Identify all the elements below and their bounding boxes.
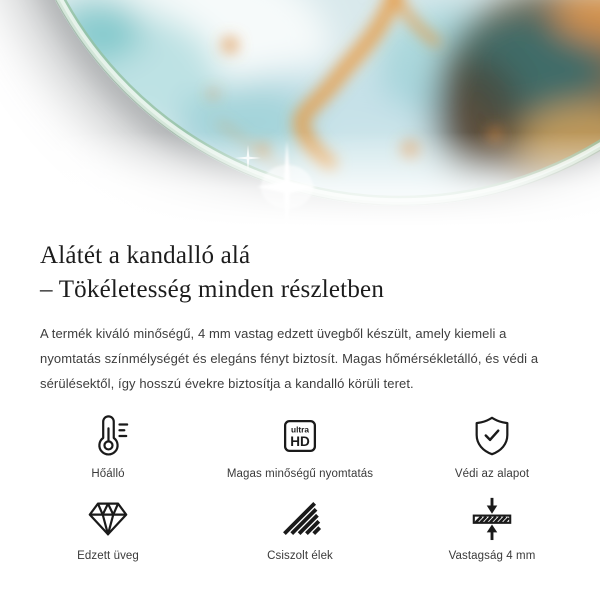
features-grid	[0, 414, 600, 562]
shield-check-icon	[469, 413, 515, 459]
feature-polished-edges	[204, 496, 396, 562]
thickness-icon	[469, 495, 515, 541]
page-title	[40, 236, 560, 307]
page-title-line1: Alátét a kandalló alá	[40, 242, 251, 269]
polished-edges-icon	[278, 496, 322, 540]
thermometer-icon	[85, 413, 131, 459]
product-info-section	[0, 236, 600, 396]
feature-label: Csiszolt élek	[267, 550, 333, 562]
feature-ultra-hd-print	[204, 414, 396, 480]
image-bottom-fade	[0, 0, 600, 236]
feature-label: Vastagság 4 mm	[448, 550, 536, 562]
feature-protects-base	[396, 414, 588, 480]
feature-label: Magas minőségű nyomtatás	[226, 468, 374, 480]
page-title-line2: – Tökéletesség minden részletben	[40, 276, 385, 303]
feature-thickness	[396, 496, 588, 562]
feature-tempered-glass	[12, 496, 204, 562]
svg-text:ultra: ultra	[291, 424, 309, 435]
ultra-hd-icon	[279, 415, 321, 457]
product-description: A termék kiváló minőségű, 4 mm vastag edzett üvegből készült, amely kiemeli a nyomtatás színmélységét és elegáns fényt biztosít. Magas hőmérsékletálló, és védi a sérülésektől, így hosszú évekre biztosítja a kandalló körüli teret.	[40, 326, 539, 391]
svg-text:HD: HD	[290, 434, 310, 450]
feature-label: Edzett üveg	[77, 550, 139, 562]
feature-label: Hőálló	[91, 468, 125, 480]
product-image	[0, 0, 600, 236]
diamond-icon	[85, 495, 131, 541]
feature-heat-resistant	[12, 414, 204, 480]
feature-label: Védi az alapot	[454, 468, 530, 480]
